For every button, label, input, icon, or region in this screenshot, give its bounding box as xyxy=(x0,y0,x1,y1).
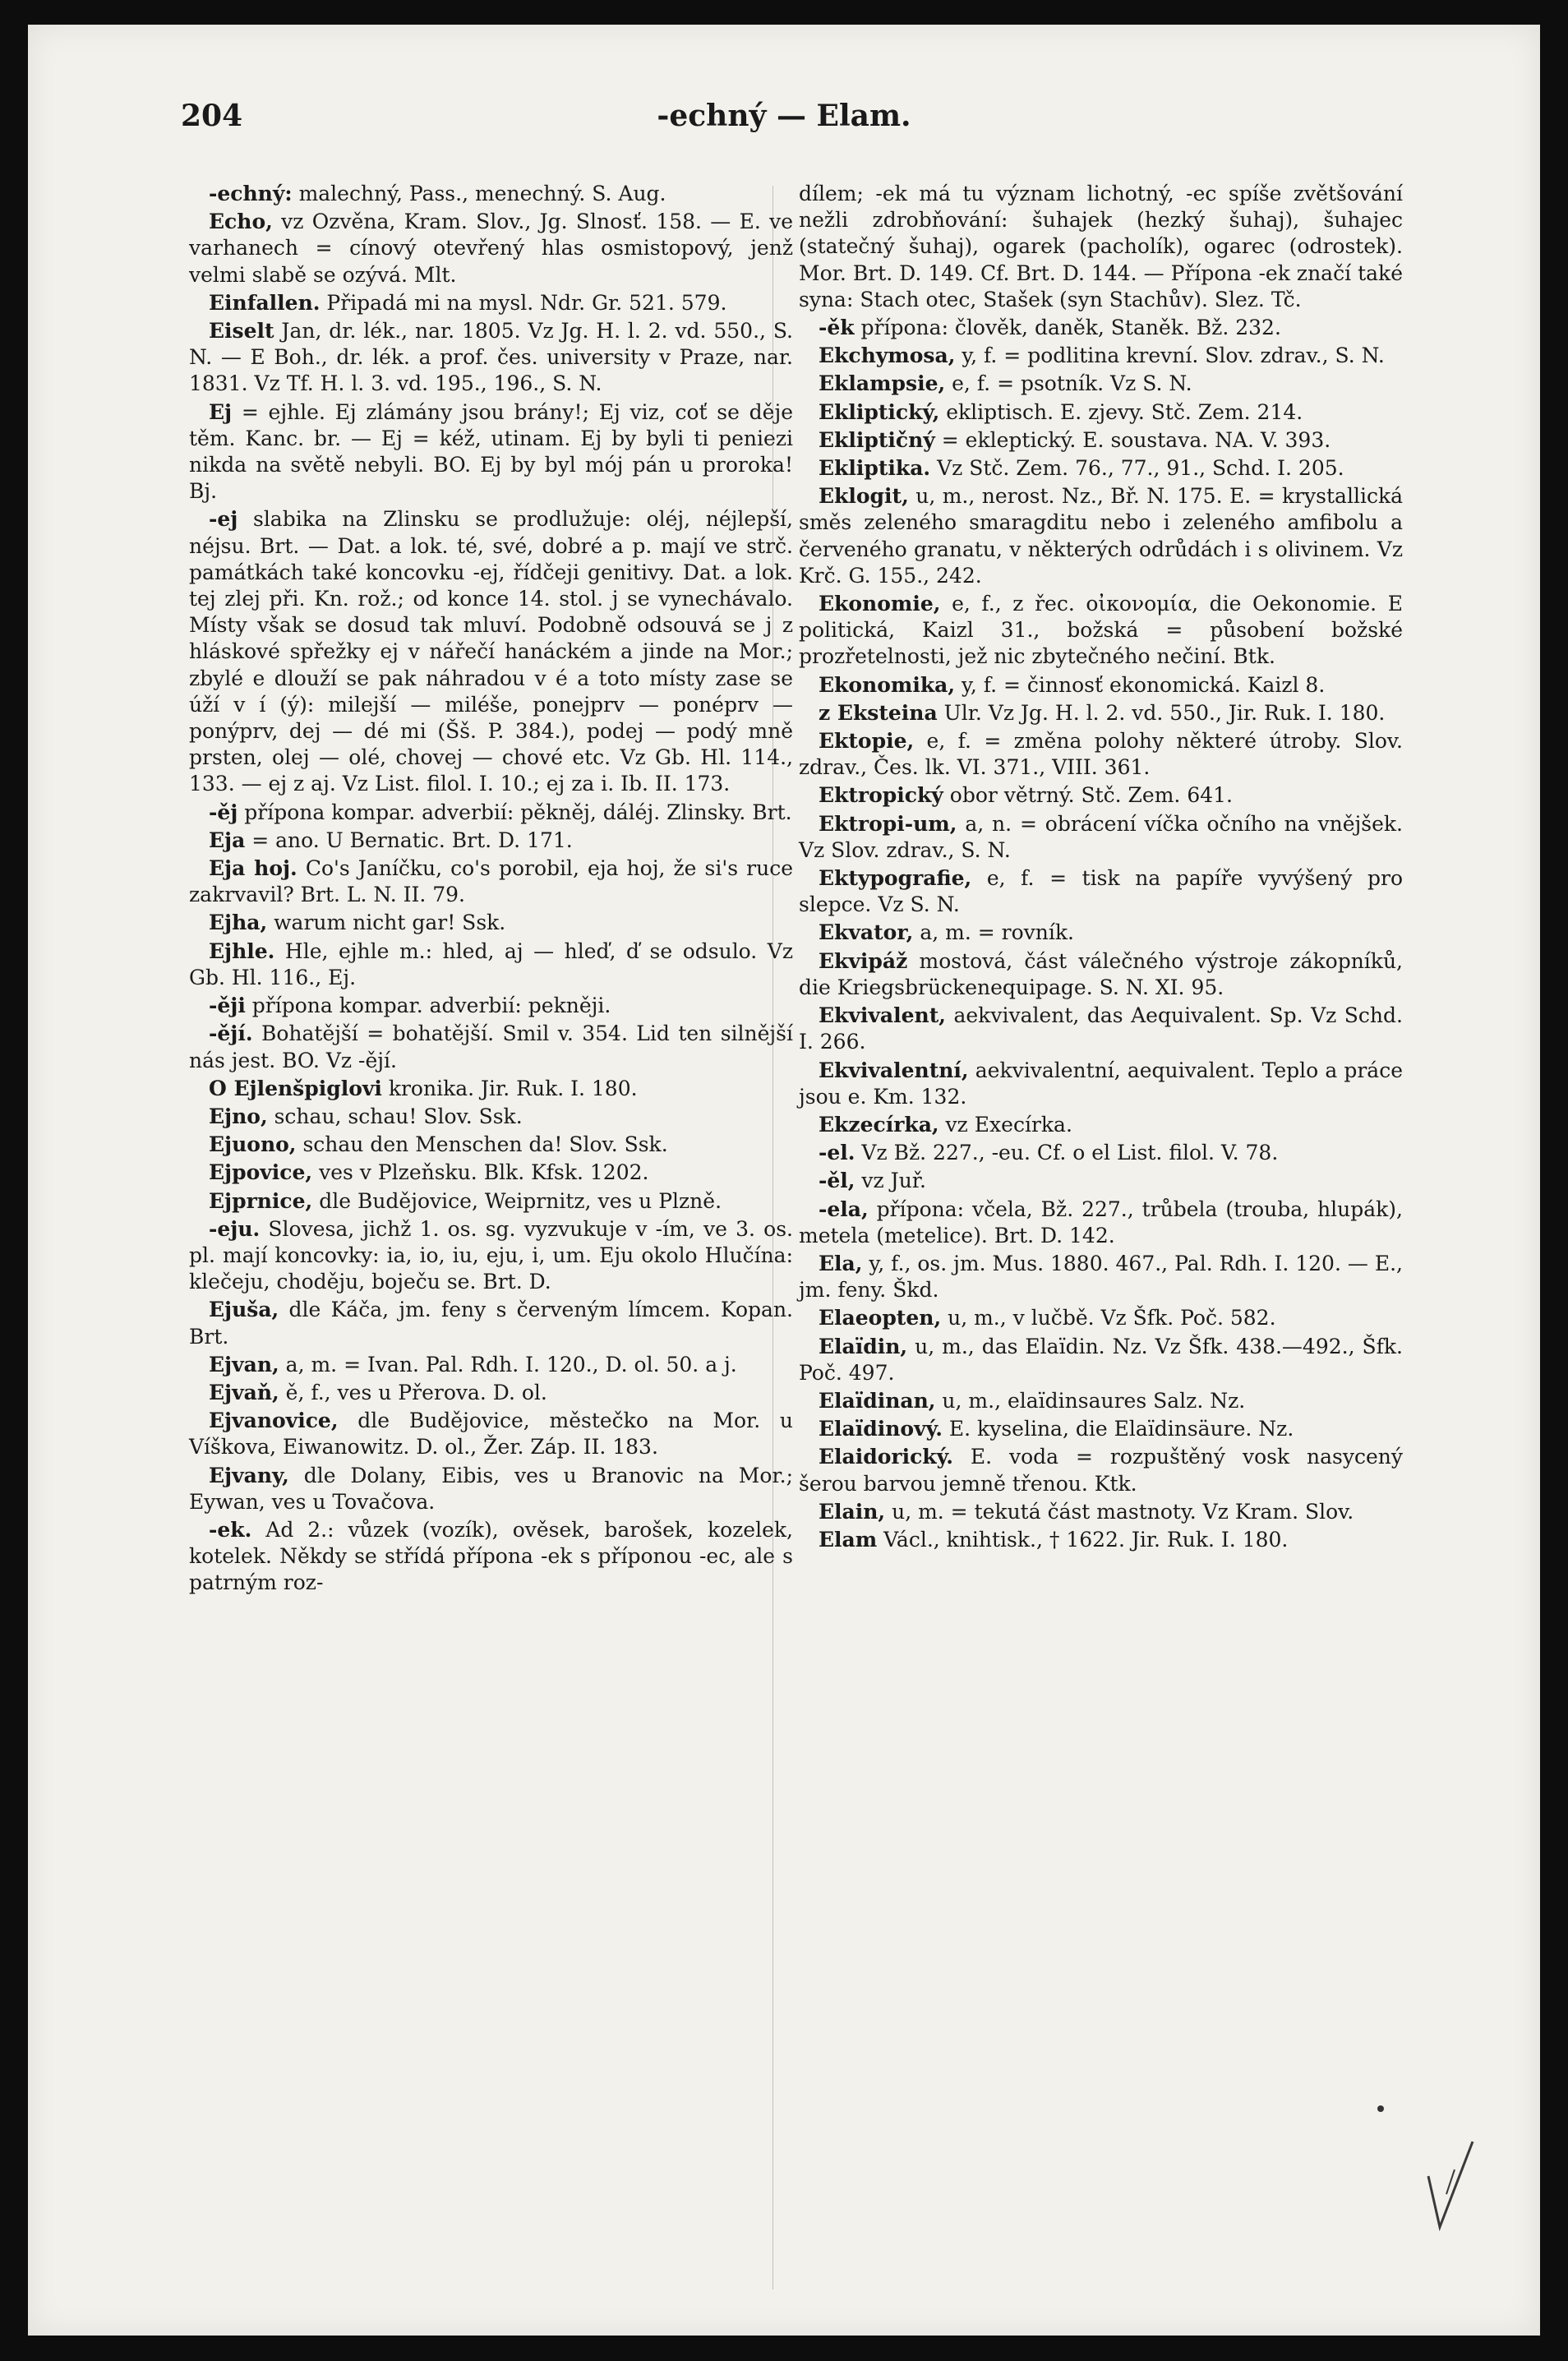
dictionary-entry xyxy=(799,315,1403,341)
entry-text: Ad 2.: vůzek (vozík), ověsek, barošek, kozelek, kotelek. Někdy se střídá přípona -ek s příponou -ec, ale s patrným roz- xyxy=(189,1517,793,1595)
entry-text: e, f. = tisk na papíře vyvýšený pro slepce. Vz S. N. xyxy=(799,866,1403,917)
entry-text: slabika na Zlinsku se prodlužuje: oléj, néjlepší, néjsu. Brt. — Dat. a lok. té, své, dobré a p. mají ve strč. památkách také koncovku -ej, řídčeji genitivy. Dat. a lok. tej zlej při. Kn. rož.; od konce 14. stol. j se vynechávalo. Místy však se dosud tak mluví. Podobně odsouvá se j z hláskové spřežky ej v nářečí hanáckém a jinde na Mor.; zbylé e dlouží se pak náhradou v é a toto místy zase se úží v í (ý): milejší — miléše, ponejprv — ponéprv — ponýprv, dej — dé mi (Šš. P. 384.), podej — podý mně prsten, olej — olé, chovej — chové etc. Vz Gb. Hl. 114., 133. — ej z aj. Vz List. filol. I. 10.; ej za i. Ib. II. 173. xyxy=(189,507,793,796)
entry-headword: -ěj xyxy=(209,800,238,824)
dictionary-entry xyxy=(799,343,1403,369)
dictionary-entry xyxy=(189,1021,793,1073)
dictionary-entry xyxy=(189,855,793,908)
dictionary-entry xyxy=(799,1058,1403,1110)
dictionary-entry xyxy=(799,181,1403,313)
entry-headword: -el. xyxy=(819,1141,855,1165)
dictionary-entry xyxy=(799,700,1403,726)
entry-headword: Ejpovice, xyxy=(209,1160,313,1185)
dictionary-entry xyxy=(189,1076,793,1102)
entry-headword: Ekvipáž xyxy=(819,948,908,973)
entry-text: u, m., elaïdinsaures Salz. Nz. xyxy=(935,1388,1246,1413)
entry-headword: Ekzecírka, xyxy=(819,1112,939,1137)
entry-headword: -ek. xyxy=(209,1517,252,1542)
entry-headword: Ejno, xyxy=(209,1104,268,1128)
dictionary-entry xyxy=(189,399,793,505)
entry-text: u, m., das Elaïdin. Nz. Vz Šfk. 438.—492., Šfk. Poč. 497. xyxy=(799,1334,1403,1385)
dictionary-entry xyxy=(799,371,1403,397)
entry-text: dle Budějovice, městečko na Mor. u Víškova, Eiwanowitz. D. ol., Žer. Záp. II. 183. xyxy=(189,1409,793,1459)
dictionary-entry xyxy=(189,910,793,936)
entry-text: Bohatější = bohatější. Smil v. 354. Lid ten silnější nás jest. BO. Vz -ějí. xyxy=(189,1021,793,1072)
dictionary-entry xyxy=(189,993,793,1019)
entry-text: Vz Stč. Zem. 76., 77., 91., Schd. I. 205. xyxy=(930,456,1344,481)
entry-text: přípona: člověk, daněk, Staněk. Bž. 232. xyxy=(854,316,1281,340)
entry-headword: z Eksteina xyxy=(819,700,938,725)
dictionary-entry xyxy=(799,782,1403,809)
entry-text: = ano. U Bernatic. Brt. D. 171. xyxy=(245,828,573,852)
dictionary-entry xyxy=(799,811,1403,864)
entry-headword: Ekliptický, xyxy=(819,399,940,424)
entry-text: dle Budějovice, Weiprnitz, ves u Plzně. xyxy=(312,1188,722,1213)
dictionary-entry xyxy=(189,506,793,797)
entry-headword: Elaïdinový. xyxy=(819,1417,943,1441)
entry-headword: Echo, xyxy=(209,210,273,234)
entry-headword: Elaïdin, xyxy=(819,1334,908,1358)
dictionary-entry xyxy=(799,1251,1403,1303)
entry-text: E. voda = rozpuštěný vosk nasycený šerou barvou jemně třenou. Ktk. xyxy=(799,1445,1403,1496)
entry-text: e, f. = psotník. Vz S. N. xyxy=(945,371,1192,396)
entry-headword: Ektropický xyxy=(819,783,943,808)
entry-headword: -echný: xyxy=(209,182,293,205)
dictionary-page xyxy=(28,25,1540,2336)
entry-headword: -eju. xyxy=(209,1216,261,1241)
entry-headword: Elaïdinan, xyxy=(819,1388,936,1413)
dictionary-entry xyxy=(799,1197,1403,1249)
entry-headword: Elaeopten, xyxy=(819,1306,942,1330)
entry-text: vz Juř. xyxy=(855,1169,926,1193)
entry-text: u, m., nerost. Nz., Bř. N. 175. E. = krystallická směs zeleného smaragditu nebo i zeleného amfibolu a červeného granatu, v některých odrůdách i s olivinem. Vz Krč. G. 155., 242. xyxy=(799,484,1403,588)
entry-text: přípona: včela, Bž. 227., trůbela (trouba, hlupák), metela (metelice). Brt. D. 142. xyxy=(799,1197,1403,1247)
entry-headword: Elam xyxy=(819,1527,878,1552)
entry-text: Slovesa, jichž 1. os. sg. vyzvukuje v -ím, ve 3. os. pl. mají koncovky: ia, io, iu, eju, i, um. Eju okolo Hlučína: klečeju, choděju, boječu se. Brt. D. xyxy=(189,1216,793,1294)
entry-text: dle Káča, jm. feny s červeným límcem. Kopan. Brt. xyxy=(189,1298,793,1349)
dictionary-entry xyxy=(189,209,793,288)
entry-text: y, f. = činnosť ekonomická. Kaizl 8. xyxy=(955,672,1326,697)
page-number: 204 xyxy=(181,99,243,133)
entry-text: Vz Bž. 227., -eu. Cf. o el List. filol. V. 78. xyxy=(855,1141,1279,1165)
entry-headword: Ektypografie, xyxy=(819,866,972,891)
entry-headword: Ektropi-um, xyxy=(819,811,957,836)
entry-text: = ejhle. Ej zlámány jsou brány!; Ej viz, coť se děje těm. Kanc. br. — Ej = kéž, utinam. Ej by byli ti peniezi nikda na světě nebyli. BO. Ej by byl mój pán u proroka! Bj. xyxy=(189,399,793,504)
entry-headword: -ějí. xyxy=(209,1021,253,1046)
entry-text: warum nicht gar! Ssk. xyxy=(267,911,506,935)
entry-text: Václ., knihtisk., † 1622. Jir. Ruk. I. 180. xyxy=(877,1527,1289,1552)
dictionary-entry xyxy=(189,1463,793,1515)
entry-headword: Ejvany, xyxy=(209,1463,289,1487)
entry-text: e, f., z řec. οἰκονομία, die Oekonomie. E politická, Kaizl 31., božská = působení božské prozřetelnosti, jež nic zbytečného nečiní. Btk. xyxy=(799,592,1403,669)
dictionary-entry xyxy=(189,1188,793,1215)
dictionary-entry xyxy=(189,938,793,991)
dictionary-entry xyxy=(799,455,1403,482)
dictionary-entry xyxy=(799,1003,1403,1055)
entry-headword: Ejprnice, xyxy=(209,1188,313,1213)
entry-text: ě, f., ves u Přerova. D. ol. xyxy=(279,1380,547,1404)
entry-text: kronika. Jir. Ruk. I. 180. xyxy=(381,1076,638,1100)
dictionary-entry xyxy=(189,828,793,854)
dictionary-entry xyxy=(189,181,793,207)
entry-headword: Einfallen. xyxy=(209,290,321,315)
entry-text: y, f., os. jm. Mus. 1880. 467., Pal. Rdh. I. 120. — E., jm. feny. Škd. xyxy=(799,1251,1403,1303)
entry-headword: -ej xyxy=(209,507,238,532)
entry-headword: Ejha, xyxy=(209,911,268,935)
entry-text: a, m. = rovník. xyxy=(913,920,1074,945)
entry-headword: Eja xyxy=(209,828,246,852)
page-header xyxy=(28,99,1540,148)
entry-text: přípona kompar. adverbií: pěkněj, dáléj. Zlinsky. Brt. xyxy=(238,800,792,824)
dictionary-entry xyxy=(799,1305,1403,1331)
dictionary-entry xyxy=(189,800,793,826)
entry-text: a, m. = Ivan. Pal. Rdh. I. 120., D. ol. 50. a j. xyxy=(279,1352,737,1376)
entry-headword: Ekliptika. xyxy=(819,456,931,481)
dictionary-entry xyxy=(799,1168,1403,1194)
dictionary-entry xyxy=(189,1352,793,1378)
dictionary-entry xyxy=(189,1160,793,1186)
entry-headword: O Ejlenšpiglovi xyxy=(209,1076,382,1100)
entry-text: u, m., v lučbě. Vz Šfk. Poč. 582. xyxy=(941,1306,1276,1330)
entry-text: obor větrný. Stč. Zem. 641. xyxy=(943,783,1233,808)
dictionary-entry xyxy=(799,948,1403,1001)
running-head: -echný — Elam. xyxy=(657,99,911,133)
dictionary-entry xyxy=(189,1380,793,1406)
entry-headword: Ejuša, xyxy=(209,1298,279,1322)
dictionary-entry xyxy=(799,728,1403,781)
dictionary-entry xyxy=(799,1527,1403,1553)
entry-text: vz Ozvěna, Kram. Slov., Jg. Slnosť. 158. — E. ve varhanech = cínový otevřený hlas osmistopový, jenž velmi slabě se ozývá. Mlt. xyxy=(189,210,793,287)
entry-headword: -ěk xyxy=(819,316,855,340)
dictionary-entry xyxy=(799,920,1403,946)
dictionary-entry xyxy=(799,1444,1403,1496)
entry-text: e, f. = změna polohy některé útroby. Slov. zdrav., Čes. lk. VI. 371., VIII. 361. xyxy=(799,729,1403,780)
dictionary-entry xyxy=(799,483,1403,589)
entry-text: Ulr. Vz Jg. H. l. 2. vd. 550., Jir. Ruk. I. 180. xyxy=(937,700,1386,725)
entry-text: schau den Menschen da! Slov. Ssk. xyxy=(296,1132,668,1157)
entry-headword: -ěl, xyxy=(819,1169,855,1193)
dictionary-entry xyxy=(189,290,793,316)
entry-headword: Eja hoj. xyxy=(209,856,297,881)
pencil-mark-icon xyxy=(1422,2137,1479,2235)
dictionary-entry xyxy=(799,427,1403,454)
entry-headword: Eklogit, xyxy=(819,484,909,509)
entry-headword: -ela, xyxy=(819,1197,869,1221)
entry-headword: Ela, xyxy=(819,1251,863,1275)
entry-text: dle Dolany, Eibis, ves u Branovic na Mor.; Eywan, ves u Tovačova. xyxy=(189,1463,793,1514)
entry-headword: Ejvaň, xyxy=(209,1380,279,1404)
entry-text: ves v Plzeňsku. Blk. Kfsk. 1202. xyxy=(312,1160,649,1185)
entry-headword: Ejvanovice, xyxy=(209,1409,339,1433)
dictionary-entry xyxy=(799,1112,1403,1138)
dictionary-entry xyxy=(799,1140,1403,1166)
entry-text: Hle, ejhle m.: hled, aj — hleď, ď se odsulo. Vz Gb. Hl. 116., Ej. xyxy=(189,938,793,989)
entry-text: malechný, Pass., menechný. S. Aug. xyxy=(292,182,666,205)
entry-headword: Ekonomie, xyxy=(819,592,941,616)
entry-text: Připadá mi na mysl. Ndr. Gr. 521. 579. xyxy=(320,290,727,315)
entry-text: y, f. = podlitina krevní. Slov. zdrav., S. N. xyxy=(955,344,1385,368)
entry-text: Co's Janíčku, co's porobil, eja hoj, že si's ruce zakrvavil? Brt. L. N. II. 79. xyxy=(189,856,793,907)
entry-text: schau, schau! Slov. Ssk. xyxy=(267,1104,523,1128)
dictionary-entry xyxy=(799,1416,1403,1442)
dictionary-entry xyxy=(799,399,1403,426)
entry-headword: Ejvan, xyxy=(209,1352,279,1376)
dictionary-entry xyxy=(189,1297,793,1349)
entry-headword: -ěji xyxy=(209,994,246,1018)
entry-headword: Ekvivalentní, xyxy=(819,1058,969,1082)
entry-headword: Eklampsie, xyxy=(819,371,946,396)
dictionary-entry xyxy=(799,591,1403,671)
right-column xyxy=(799,181,1403,1555)
dictionary-entry xyxy=(189,318,793,398)
entry-text: = ekleptický. E. soustava. NA. V. 393. xyxy=(934,427,1331,452)
entry-headword: Eiselt xyxy=(209,319,274,344)
dictionary-entry xyxy=(799,672,1403,699)
entry-headword: Ekvivalent, xyxy=(819,1003,946,1028)
dictionary-entry xyxy=(189,1104,793,1130)
dictionary-entry xyxy=(799,1334,1403,1386)
left-column xyxy=(189,181,793,1598)
dictionary-entry xyxy=(189,1408,793,1460)
entry-headword: Ejhle. xyxy=(209,938,275,963)
entry-headword: Ektopie, xyxy=(819,729,915,754)
entry-headword: Ejuono, xyxy=(209,1132,297,1157)
ink-dot xyxy=(1377,2105,1384,2112)
dictionary-entry xyxy=(799,1388,1403,1414)
entry-text: E. kyselina, die Elaïdinsäure. Nz. xyxy=(942,1417,1294,1441)
entry-text: vz Execírka. xyxy=(938,1112,1072,1137)
entry-headword: Elaidorický. xyxy=(819,1445,953,1469)
dictionary-entry xyxy=(799,1499,1403,1525)
dictionary-entry xyxy=(189,1132,793,1158)
dictionary-entry xyxy=(189,1216,793,1296)
entry-text: aekvivalent, das Aequivalent. Sp. Vz Schd. I. 266. xyxy=(799,1003,1403,1054)
entry-text: dílem; -ek má tu význam lichotný, -ec spíše zvětšování nežli zdrobňování: šuhajek (hezký šuhaj), šuhajec (statečný šuhaj), ogarek (pacholík), ogarec (odrostek). Mor. Brt. D. 149. Cf. Brt. D. 144. — Přípona -ek značí také syna: Stach otec, Stašek (syn Stachův). Slez. Tč. xyxy=(799,182,1403,311)
entry-headword: Elain, xyxy=(819,1499,886,1524)
entry-headword: Ekonomika, xyxy=(819,672,956,697)
entry-headword: Ekliptičný xyxy=(819,427,935,452)
entry-text: mostová, část válečného výstroje zákopníků, die Kriegsbrückenequipage. S. N. XI. 95. xyxy=(799,948,1403,999)
column-divider xyxy=(772,186,773,2290)
entry-text: a, n. = obrácení víčka očního na vnějšek. Vz Slov. zdrav., S. N. xyxy=(799,811,1403,862)
entry-text: u, m. = tekutá část mastnoty. Vz Kram. Slov. xyxy=(885,1499,1354,1524)
entry-text: aekvivalentní, aequivalent. Teplo a práce jsou e. Km. 132. xyxy=(799,1058,1403,1109)
entry-text: přípona kompar. adverbií: pekněji. xyxy=(245,994,611,1018)
dictionary-entry xyxy=(799,865,1403,918)
entry-headword: Ekvator, xyxy=(819,920,914,945)
entry-headword: Ej xyxy=(209,399,233,424)
entry-headword: Ekchymosa, xyxy=(819,344,956,368)
entry-text: ekliptisch. E. zjevy. Stč. Zem. 214. xyxy=(939,399,1303,424)
entry-text: Jan, dr. lék., nar. 1805. Vz Jg. H. l. 2. vd. 550., S. N. — E Boh., dr. lék. a prof. čes. university v Praze, nar. 1831. Vz Tf. H. l. 3. vd. 195., 196., S. N. xyxy=(189,319,793,396)
dictionary-entry xyxy=(189,1517,793,1597)
